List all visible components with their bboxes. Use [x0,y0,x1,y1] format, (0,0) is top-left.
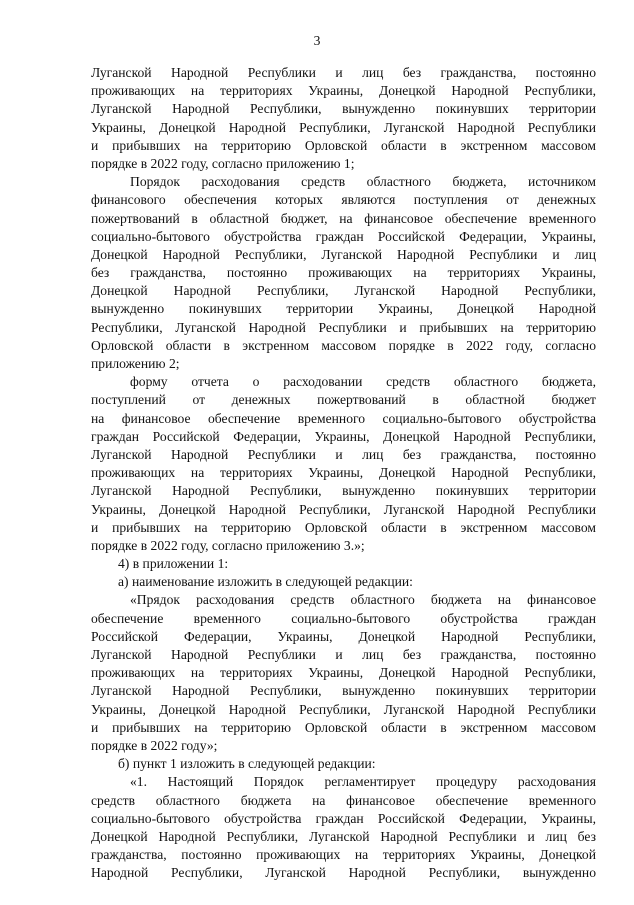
text-line: Луганской Народной Республики и лиц без гражданства, постоянно [91,647,596,662]
text-line: порядке в 2022 году»; [91,737,218,753]
text-line: форму отчета о расходовании средств областного бюджета, [130,374,596,390]
text-line: Луганской Народной Республики и лиц без гражданства, постоянно [91,446,596,462]
text-line: проживающих на территориях Украины, Донецкой Народной Республики, [91,83,596,99]
text-line: Порядок расходования средств областного бюджета, источником [130,174,596,190]
text-line: вынужденно покинувших территории Украины, Донецкой Народной [91,301,596,317]
text-line: социально-бытового обустройства граждан Российской Федерации, Украины, [91,810,596,826]
text-line: б) пункт 1 изложить в следующей редакции: [118,756,376,772]
text-line: без гражданства, постоянно проживающих на территориях Украины, [91,265,596,281]
text-line: финансового обеспечения которых являются поступления от денежных [91,192,596,208]
text-line: Народной Республики, Луганской Народной Республики, вынужденно [91,865,596,881]
text-line: и прибывших на территорию Орловской области в экстренном массовом [91,519,596,535]
text-line: приложению 2; [91,356,180,371]
text-line: порядке в 2022 году, согласно приложению 1; [91,155,355,171]
text-line: поступлений от денежных пожертвований в областной бюджет [91,392,596,408]
text-line: Украины, Донецкой Народной Республики, Луганской Народной Республики [91,119,596,135]
text-line: Донецкой Народной Республики, Луганской Народной Республики и лиц без [91,828,596,844]
text-line: средств областного бюджета на финансовое обеспечение временного [91,792,596,808]
text-line: 4) в приложении 1: [118,556,229,572]
text-line: «Прядок расходования средств областного бюджета на финансовое [130,592,596,608]
text-line: обеспечение временного социально-бытового обустройства граждан [91,610,596,626]
text-line: Луганской Народной Республики, вынужденно покинувших территории [91,483,596,499]
text-line: на финансовое обеспечение временного социально-бытового обустройства [91,410,596,426]
text-line: Украины, Донецкой Народной Республики, Луганской Народной Республики [91,701,596,717]
text-line: социально-бытового обустройства граждан Российской Федерации, Украины, [91,228,596,244]
text-line: Луганской Народной Республики, вынужденно покинувших территории [91,101,596,117]
text-line: гражданства, постоянно проживающих на территориях Украины, Донецкой [91,847,596,863]
text-line: Луганской Народной Республики и лиц без гражданства, постоянно [91,65,596,80]
text-line: Украины, Донецкой Народной Республики, Луганской Народной Республики [91,501,596,517]
text-line: и прибывших на территорию Орловской области в экстренном массовом [91,137,596,153]
text-line: Луганской Народной Республики, вынужденно покинувших территории [91,683,596,699]
document-body [91,64,596,882]
text-line: и прибывших на территорию Орловской области в экстренном массовом [91,719,596,735]
text-line: Донецкой Народной Республики, Луганской Народной Республики и лиц [91,246,596,262]
page-number: 3 [313,33,321,48]
text-line: проживающих на территориях Украины, Донецкой Народной Республики, [91,465,596,481]
text-line: проживающих на территориях Украины, Донецкой Народной Республики, [91,665,596,681]
text-line: Донецкой Народной Республики, Луганской Народной Республики, [91,283,596,299]
text-line: граждан Российской Федерации, Украины, Донецкой Народной Республики, [91,428,596,444]
text-line: Республики, Луганской Народной Республики и прибывших на территорию [91,319,596,335]
text-line: а) наименование изложить в следующей редакции: [118,574,413,590]
text-line: пожертвований в областной бюджет, на финансовое обеспечение временного [91,210,596,226]
text-line: Российской Федерации, Украины, Донецкой Народной Республики, [91,628,596,644]
text-line: порядке в 2022 году, согласно приложению 3.»; [91,537,365,553]
text-line: «1. Настоящий Порядок регламентирует процедуру расходования [130,774,596,790]
text-line: Орловской области в экстренном массовом порядке в 2022 году, согласно [91,337,596,353]
